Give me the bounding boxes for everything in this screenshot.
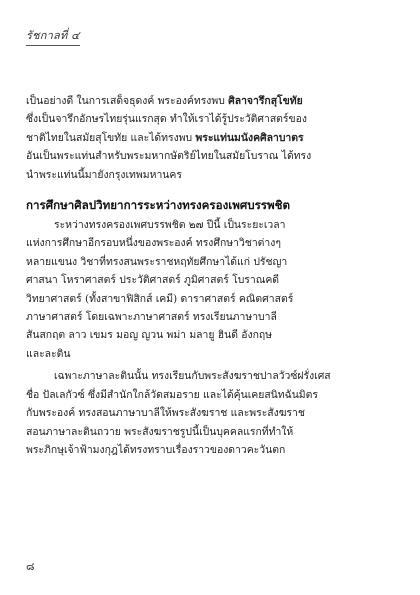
bold-term: ศิลาจารึกสุโขทัย <box>228 95 303 107</box>
paragraph-2-line: ระหว่างทรงครองเพศบรรพชิต ๒๗ ปีนี้ เป็นระยะเวลา <box>54 219 286 232</box>
paragraph-3-line: ชื่อ ปัลเลกัวซ์ ซึ่งมีสำนักใกล้วัดสมอราย และได้คุ้นเคยสนิทฉันมิตร <box>26 388 318 401</box>
paragraph-1-line <box>26 166 394 184</box>
paragraph-3-line: เฉพาะภาษาละตินนั้น ทรงเรียนกับพระสังฆราชปาลวัวซ์ฝรั่งเศส <box>54 370 331 383</box>
paragraph-2-line: แห่งการศึกษาอีกรอบหนึ่งของพระองค์ ทรงศึกษาวิชาต่างๆ <box>26 237 281 250</box>
line-text: ซึ่งเป็นจารึกอักษรไทยรุ่นแรกสุด ทำให้เราได้รู้ประวัติศาสตร์ของ <box>26 113 307 126</box>
paragraph-1-line <box>26 147 394 165</box>
paragraph-1-line <box>26 129 394 147</box>
paragraph-3-line: กับพระองค์ ทรงสอนภาษาบาลีให้พระสังฆราช และพระสังฆราช <box>26 407 305 420</box>
paragraph-1-line <box>26 92 394 110</box>
section-heading: การศึกษาศิลปวิทยาการระหว่างทรงครองเพศบรรพชิต <box>26 198 291 213</box>
paragraph-2 <box>26 216 394 363</box>
line-text: นำพระแท่นนี้มายังกรุงเทพมหานคร <box>26 168 182 181</box>
line-text: เป็นอย่างดี ในการเสด็จธุดงค์ พระองค์ทรงพบ <box>26 95 229 107</box>
bold-term: พระแท่นมนังคศิลาบาตร <box>195 131 304 144</box>
paragraph-3-line: สอนภาษาละตินถวาย พระสังฆราชรูปนี้เป็นบุคคลแรกที่ทำให้ <box>26 425 294 438</box>
paragraph-2-line: หลายแขนง วิชาที่ทรงสนพระราชหฤทัยศึกษาได้แก่ ปรัชญา <box>26 255 288 268</box>
paragraph-1 <box>26 92 394 184</box>
page-content <box>26 92 394 459</box>
line-text: ชาติไทยในสมัยสุโขทัย และได้ทรงพบ <box>26 131 196 144</box>
paragraph-2-line: ภาษาศาสตร์ โดยเฉพาะภาษาศาสตร์ ทรงเรียนภาษาบาลี <box>26 311 277 324</box>
line-text: อันเป็นพระแท่นสำหรับพระมหากษัตริย์ไทยในสมัยโบราณ ได้ทรง <box>26 150 312 163</box>
paragraph-2-line: ศาสนา โหราศาสตร์ ประวัติศาสตร์ ภูมิศาสตร์ โบราณคดี <box>26 274 280 287</box>
paragraph-2-line: และละติน <box>26 347 71 360</box>
paragraph-2-line: วิทยาศาสตร์ (ทั้งสาขาฟิสิกส์ เคมี) ดาราศาสตร์ คณิตศาสตร์ <box>26 292 294 305</box>
paragraph-1-line <box>26 110 394 128</box>
paragraph-3 <box>26 367 394 459</box>
paragraph-2-line: สันสกฤต ลาว เขมร มอญ ญวน พม่า มลายู ฮินดี อังกฤษ <box>26 329 273 342</box>
running-header: รัชกาลที่ ๔ <box>26 26 80 46</box>
page-number: ๘ <box>26 560 35 573</box>
paragraph-3-line: พระภิกษุเจ้าฟ้ามงกุฎได้ทรงทราบเรื่องราวของดาวคะวันตก <box>26 443 286 456</box>
